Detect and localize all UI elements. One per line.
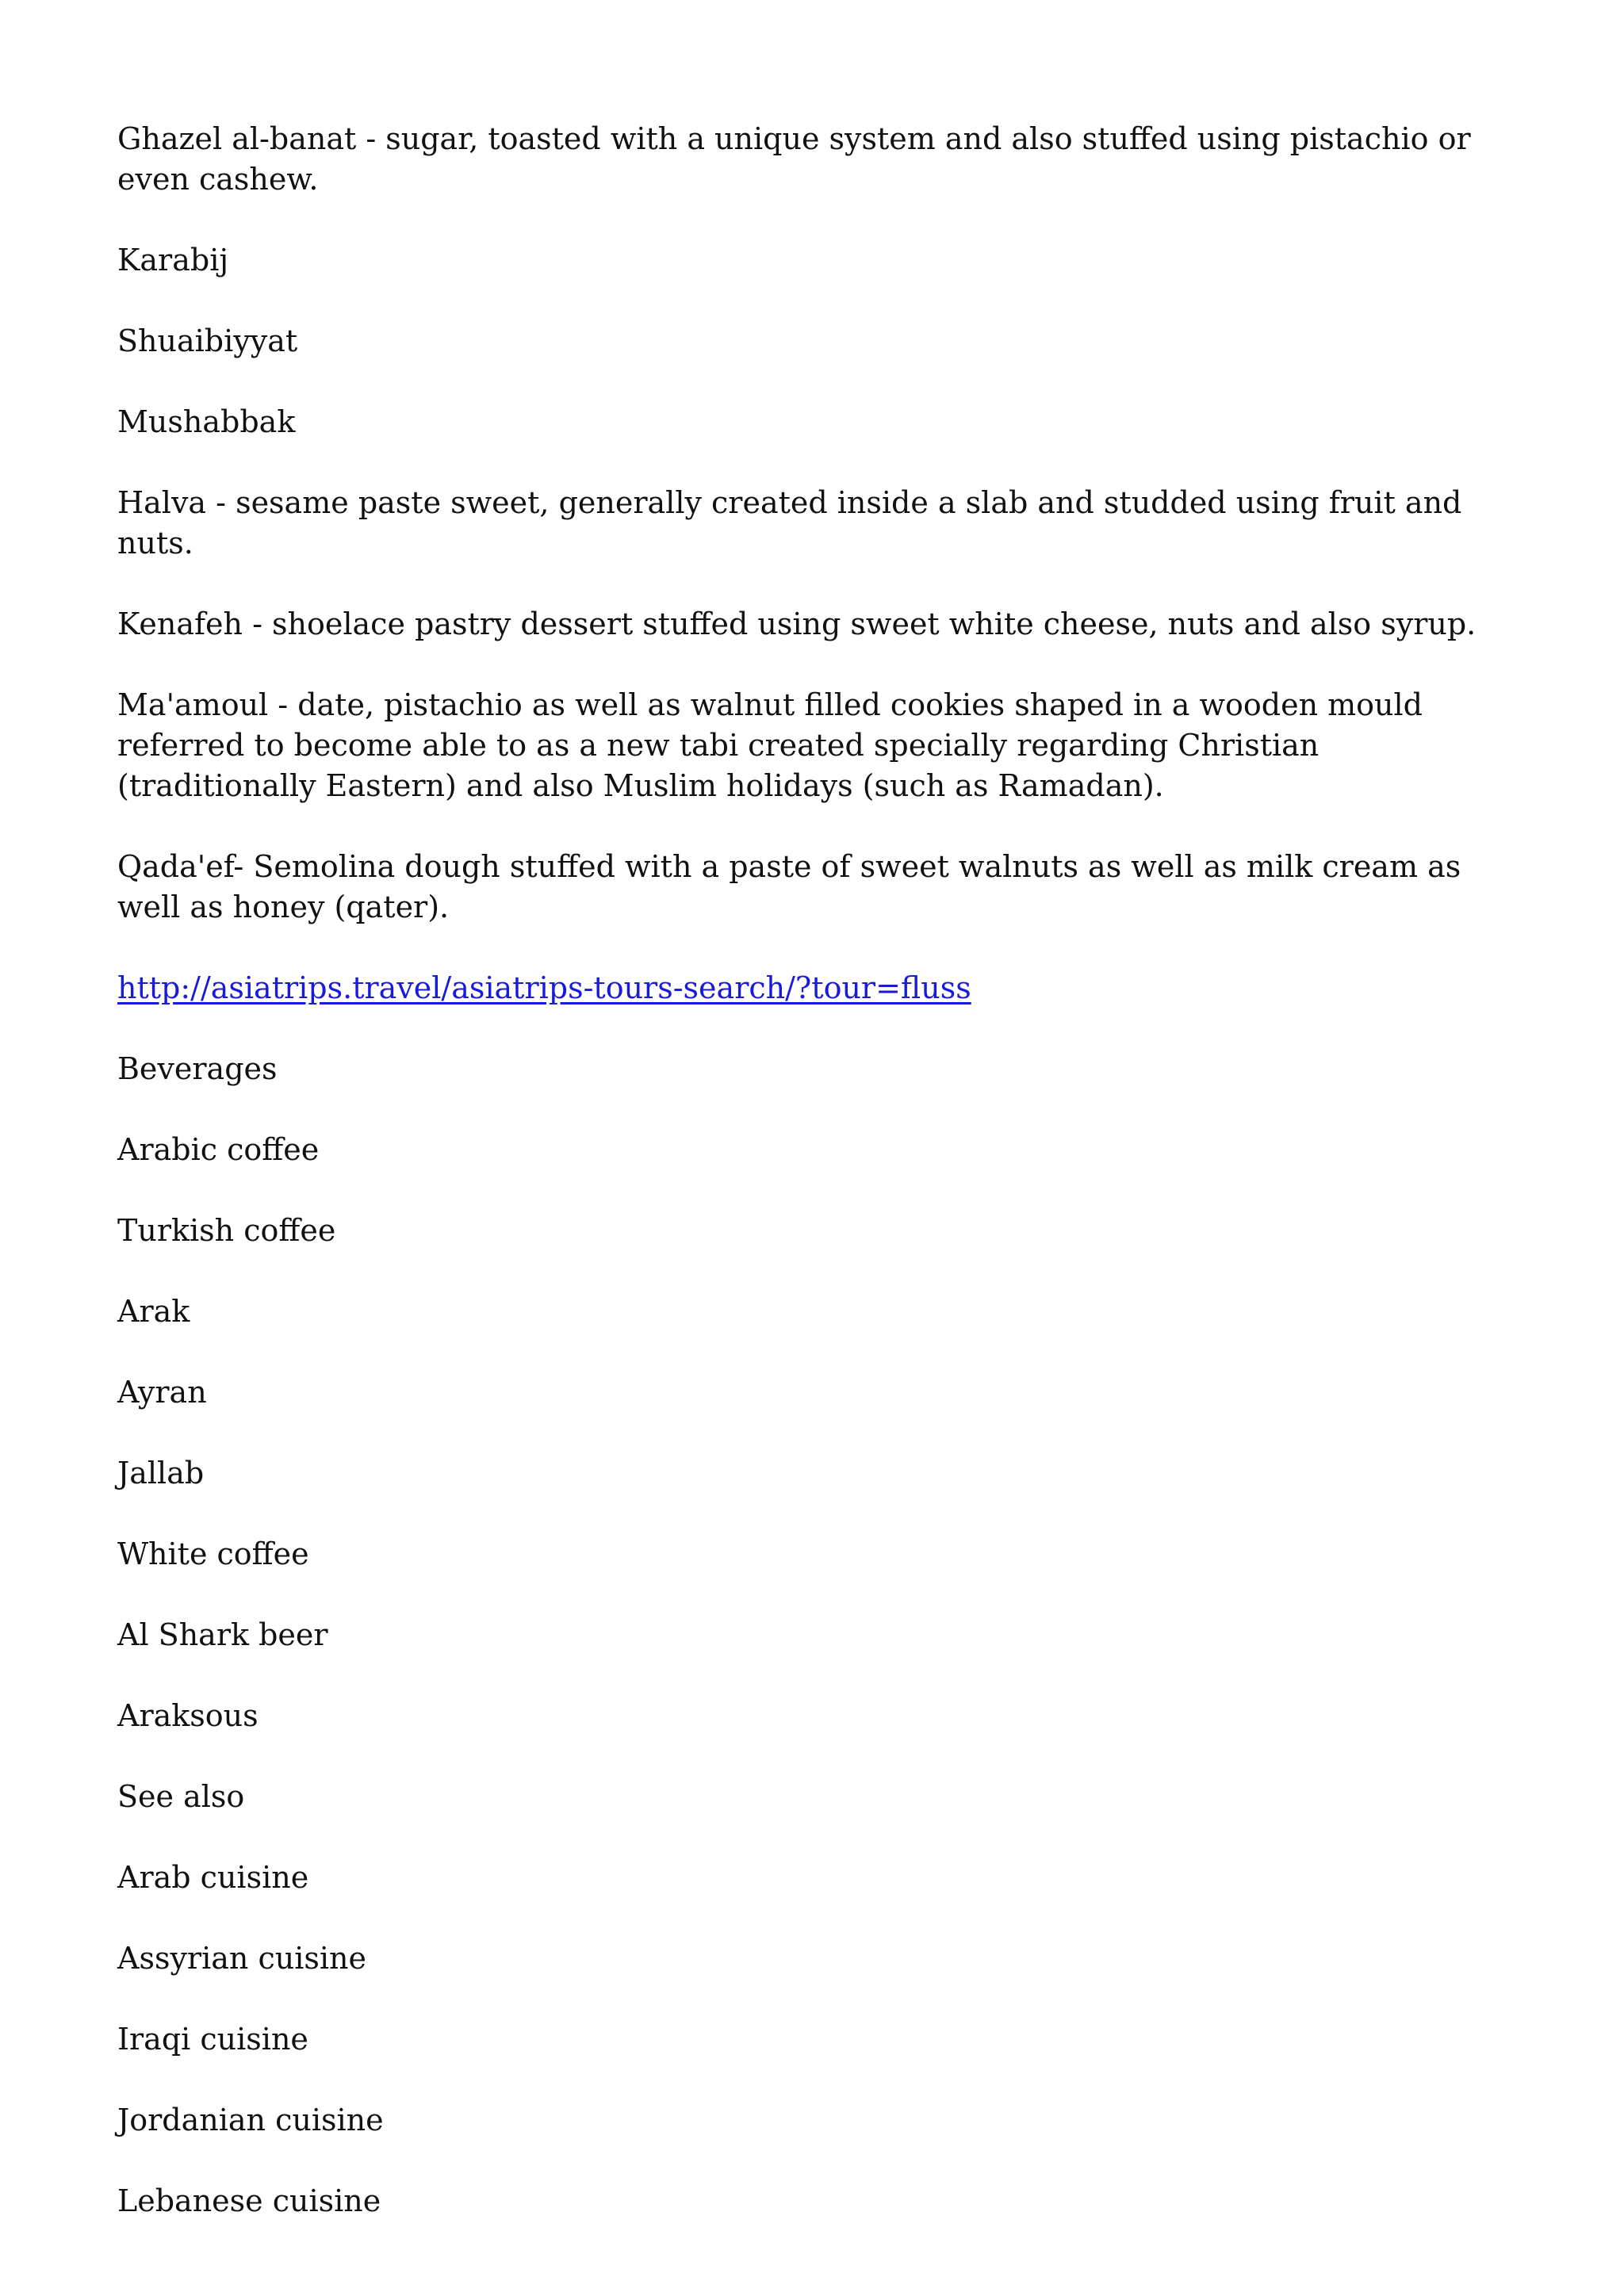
- paragraph-ghazel-al-banat: Ghazel al-banat - sugar, toasted with a unique system and also stuffed using pistachio or even cashew.: [117, 121, 1471, 197]
- list-item-beverage: Araksous: [117, 1698, 259, 1733]
- list-item-beverage: Ayran: [117, 1375, 207, 1410]
- beverages-heading: Beverages: [117, 1051, 278, 1086]
- list-item-beverage: Arabic coffee: [117, 1132, 320, 1167]
- paragraph-kenafeh: Kenafeh - shoelace pastry dessert stuffed using sweet white cheese, nuts and also syrup.: [117, 607, 1477, 641]
- paragraph-karabij: Karabij: [117, 243, 229, 277]
- tour-link[interactable]: http://asiatrips.travel/asiatrips-tours-search/?tour=fluss: [117, 970, 971, 1005]
- list-item-see-also: Arab cuisine: [117, 1860, 309, 1895]
- list-item-beverage: Jallab: [117, 1456, 205, 1490]
- list-item-beverage: Arak: [117, 1294, 190, 1329]
- see-also-heading: See also: [117, 1779, 245, 1814]
- list-item-see-also: Jordanian cuisine: [117, 2103, 384, 2137]
- link-paragraph: [117, 968, 1513, 1008]
- list-item-see-also: Lebanese cuisine: [117, 2183, 381, 2218]
- paragraph-mushabbak: Mushabbak: [117, 404, 296, 439]
- list-item-beverage: Turkish coffee: [117, 1213, 336, 1248]
- paragraph-qadaef: Qada'ef- Semolina dough stuffed with a paste of sweet walnuts as well as milk cream as well as honey (qater).: [117, 849, 1461, 924]
- list-item-see-also: Iraqi cuisine: [117, 2022, 308, 2057]
- paragraph-halva: Halva - sesame paste sweet, generally created inside a slab and studded using fruit and nuts.: [117, 485, 1462, 561]
- list-item-beverage: White coffee: [117, 1536, 309, 1571]
- document-page: [117, 119, 1513, 2262]
- list-item-see-also: Assyrian cuisine: [117, 1941, 366, 1976]
- paragraph-maamoul: Ma'amoul - date, pistachio as well as walnut filled cookies shaped in a wooden mould referred to become able to as a new tabi created specially regarding Christian (traditionally Eastern) and also Muslim holidays (such as Ramadan).: [117, 687, 1423, 803]
- list-item-beverage: Al Shark beer: [117, 1617, 328, 1652]
- paragraph-shuaibiyyat: Shuaibiyyat: [117, 323, 298, 358]
